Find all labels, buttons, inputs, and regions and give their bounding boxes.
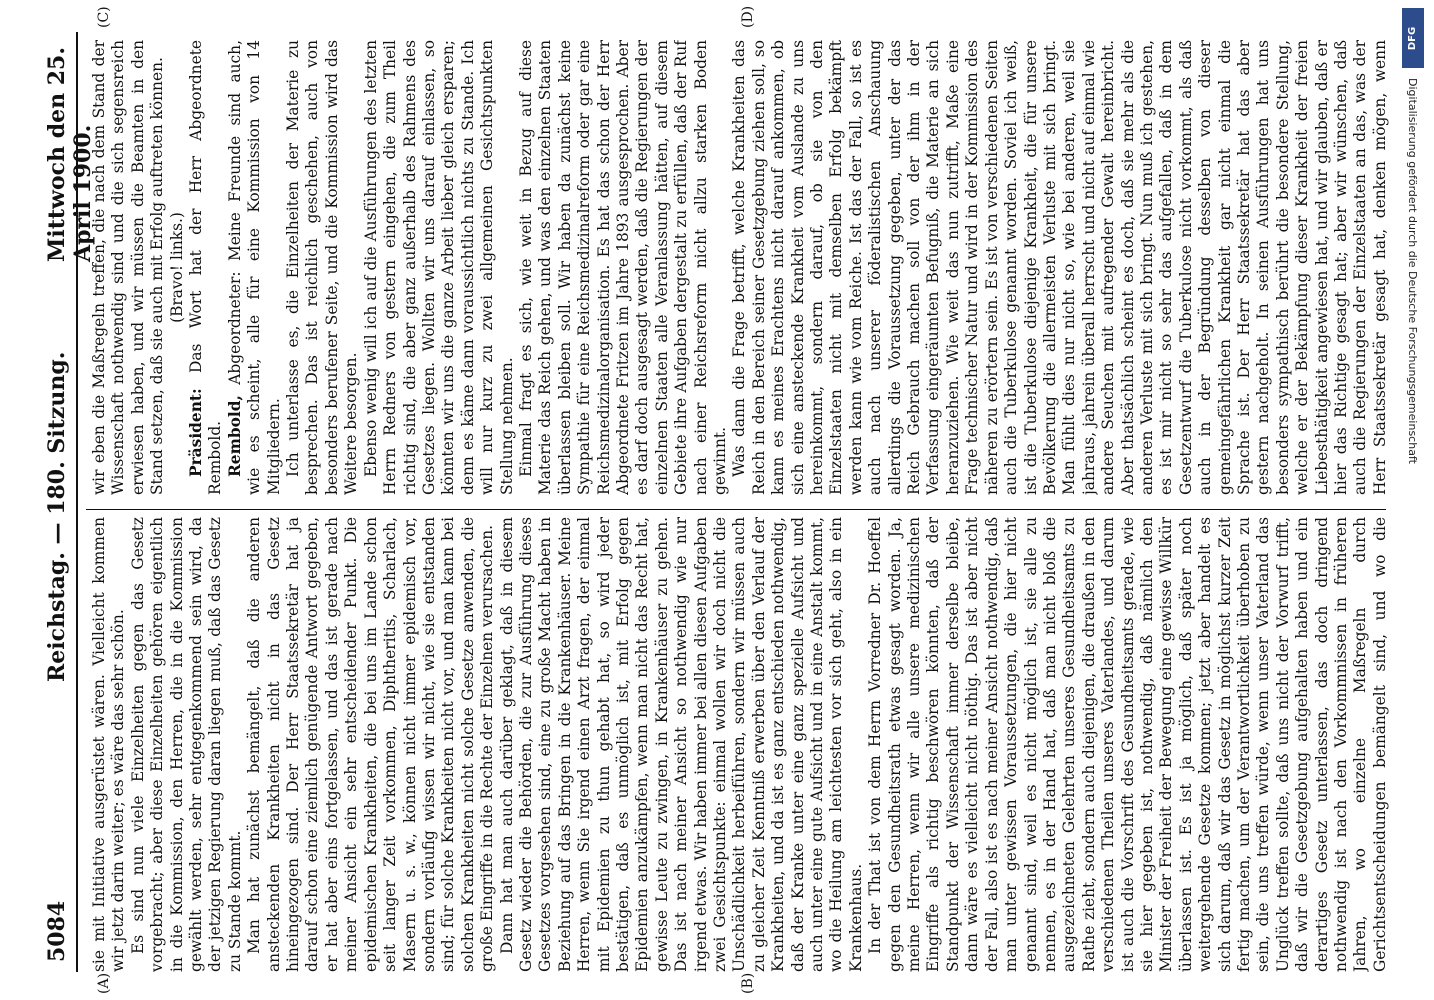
president-text: Das Wort hat der Herr Abgeordnete Rembold. [187, 40, 225, 495]
right-paragraph: Ich unterlasse es, die Einzelheiten der Materie zu besprechen. Das ist reichlich geschehen, auch von besonders berufener Seite, und die Kommission wird das Weitere besorgen. [284, 40, 361, 495]
header-right-title: Mittwoch den 25. April 1900. [44, 46, 96, 262]
applause-note: (Bravo! links.) [167, 212, 186, 323]
left-paragraph: Dann hat man auch darüber geklagt, daß in diesem Gesetz wieder die Behörden, die zur Ausführung dieses Gesetzes vorgesehen sind, eine zu große Macht haben in Beziehung auf das Bringen in die Krankenhäuser. Meine Herren, wenn Sie irgend einen Arzt fragen, der einmal mit Epidemien zu thun gehabt hat, so wird jeder bestätigen, daß es unmöglich ist, mit Erfolg gegen Epidemien anzukämpfen, wenn man nicht das Recht hat, gewisse Leute zu zwingen, in Krankenhäuser zu gehen. Das ist nach meiner Ansicht so nothwendig wie nur irgend etwas. Wir haben immer bei allen diesen Aufgaben zwei Gesichtspunkte: einmal wollen wir doch nicht die Unschädlichkeit herbeiführen, sondern wir müssen auch zu gleicher Zeit Kenntniß erwerben über den Verlauf der Krankheiten, und da ist es ganz entschieden nothwendig, daß der Kranke unter eine ganz spezielle Aufsicht und auch unter eine gute Aufsicht und in eine Anstalt kommt, wo die Heilung am leichtesten vor sich geht, also in ein Krankenhaus. [497, 517, 865, 972]
digitization-credit [1400, 8, 1426, 768]
margin-mark-a: (A) [96, 972, 112, 994]
left-column [90, 517, 1390, 972]
left-paragraph: Man hat zunächst bemängelt, daß die anderen ansteckenden Krankheiten nicht in das Gesetz hineingezogen sind. Der Herr Staatssekretär hat ja darauf schon eine ziemlich genügende Antwort gegeben, er hat aber eins fortgelassen, und das ist gerade nach meiner Ansicht ein sehr entscheidender Punkt. Die epidemischen Krankheiten, die bei uns im Lande schon seit langer Zeit vorkommen, Diphtheritis, Scharlach, Masern u. s. w., können nicht immer epidemisch vor, sondern vorläufig wissen wir nicht, wie sie entstanden sind; für solche Krankheiten nicht vor, und man kann bei solchen Krankheiten nicht solche Gesetze anwenden, die große Eingriffe in die Rechte der Einzelnen verursachen. [245, 517, 497, 972]
margin-mark-d: (D) [740, 5, 756, 28]
credit-text: Digitalisierung gefördert durch die Deutsche Forschungsgemeinschaft [1406, 78, 1419, 464]
page-number: 5084 [44, 900, 70, 962]
margin-mark-c: (C) [96, 6, 112, 28]
right-paragraph: Einmal fragt es sich, wie weit in Bezug auf diese Materie das Reich gehen, und was den einzelnen Staaten überlassen bleiben soll. Wir haben da zunächst keine Sympathie für eine Reichsmedizinalreform oder gar eine Reichsmedizinalorganisation. Es hat das schon der Herr Abgeordnete Fritzen im Jahre 1893 ausgesprochen. Aber es darf doch ausgesagt werden, daß die Regierungen der einzelnen Staaten alle Veranlassung hätten, auf diesem Gebiete ihre Aufgaben dergestalt zu erfüllen, daß der Ruf nach einer Reichsreform nicht allzu starken Boden gewinnt. [516, 40, 729, 495]
speaker-label: Rembold, [225, 395, 244, 477]
rembold-paragraph [226, 40, 284, 495]
left-paragraph: sie mit Initiative ausgerüstet wären. Vielleicht kommen wir jetzt darin weiter; es wäre das sehr schön. [90, 517, 128, 972]
dfg-logo [1402, 8, 1424, 68]
dfg-logo-text: DFG [1407, 26, 1419, 50]
header-left-title: Reichstag. — 180. Sitzung. [44, 351, 70, 682]
left-paragraph: Es sind nun viele Einzelheiten gegen das Gesetz vorgebracht; aber diese Einzelheiten gehören eigentlich in die Kommission, den Herren, die in die Kommission gewählt werden, sehr entgegenkommend sein wird, da der jetzigen Regierung daran liegen muß, daß das Gesetz zu Stande kommt. [128, 517, 244, 972]
right-paragraph: wir eben die Maßregeln treffen, die nach dem Stand der Wissenschaft nothwendig sind und die sich segensreich erwiesen haben, und wir müssen die Beamten in den Stand setzen, daß sie auch mit Erfolg auftreten können. [90, 40, 167, 495]
speaker-label: Präsident: [187, 388, 206, 477]
right-column [90, 40, 1390, 495]
margin-mark-b: (B) [740, 972, 756, 994]
column-divider [86, 509, 1386, 510]
left-paragraph: In der That ist von dem Herrn Vorredner Dr. Hoeffel gegen den Gesundheitsrath etwas gesagt worden. Ja, meine Herren, wenn wir alle unsere medizinischen Eingriffe als richtig beschwören könnten, daß der Standpunkt der Wissenschaft immer derselbe bleibe, dann wäre es vielleicht nicht nöthig. Das ist aber nicht der Fall, also ist es nach meiner Ansicht nothwendig, daß man unter gewissen Voraussetzungen, die hier nicht genannt sind, weil es nicht möglich ist, sie alle zu nennen, es in der Hand hat, daß man nicht bloß die ausgezeichneten Gelehrten unseres Gesundheitsamts zu Rathe zieht, sondern auch diejenigen, die draußen in den verschiedenen Theilen unseres Vaterlandes, und darum ist auch die Vorschrift des Gesundheitsamts gerade, wie sie hier gegeben ist, nothwendig, daß nämlich den Minister der Freiheit der Bewegung eine gewisse Willkür überlassen ist. Es ist ja möglich, daß später noch weitergehende Gesetze kommen; jetzt aber handelt es sich darum, daß wir das Gesetz in möglichst kurzer Zeit fertig machen, um der Verantwortlichkeit überhoben zu sein, die uns treffen würde, wenn unser Vaterland das Unglück treffen sollte, daß uns nicht der Vorwurf trifft, daß wir die Gesetzgebung aufgehalten haben und ein derartiges Gesetz unterlassen, das doch dringend nothwendig ist nach den Vorkommnissen in früheren Jahren, wo einzelne Maßregeln durch Gerichtsentscheidungen bemängelt sind, und wo die [866, 517, 1389, 972]
page-header [36, 32, 96, 972]
right-paragraph: Ebenso wenig will ich auf die Ausführungen des letzten Herrn Redners von gestern eingehen, die zum Theil richtig sind, die aber ganz außerhalb des Rahmens des Gesetzes liegen. Wollten wir uns darauf einlassen, so könnten wir uns die ganze Arbeit lieber gleich ersparen; denn es käme dann voraussichtlich nichts zu Stande. Ich will nur kurz zu zwei allgemeinen Gesichtspunkten Stellung nehmen. [361, 40, 516, 495]
rembold-text: Abgeordneter: Meine Freunde sind auch, wie es scheint, alle für eine Kommission von 14 Mitgliedern. [225, 40, 283, 495]
right-paragraph: Was dann die Frage betrifft, welche Krankheiten das Reich in den Bereich seiner Gesetzgebung ziehen soll, so kann es meines Erachtens nicht darauf ankommen, ob sich eine ansteckende Krankheit vom Auslande zu uns hereinkommt, sondern darauf, ob sie von den Einzelstaaten nicht mit demselben Erfolg bekämpft werden kann wie vom Reiche. Ist das der Fall, so ist es auch nach unserer föderalistischen Anschauung allerdings die Voraussetzung gegeben, unter der das Reich Gebrauch machen soll von der ihm in der Verfassung eingeräumten Befugniß, die Materie an sich heranzuziehen. Wie weit das nun zutrifft, Maße eine Frage technischer Natur und wird in der Kommission des näheren zu erörtern sein. Es ist von verschiedenen Seiten auch die Tuberkulose genannt worden. Soviel ich weiß, ist die Tuberkulose diejenige Krankheit, die für unsere Bevölkerung die allermeisten Verluste mit sich bringt. Man fühlt dies nur nicht so, wie bei anderen, weil sie jahraus, jahrein überall herrscht und nicht auf einmal wie andere Seuchen mit aufregender Gewalt hereinbricht. Aber thatsächlich scheint es doch, daß sie mehr als die anderen Verluste mit sich bringt. Nun muß ich gestehen, es ist mir nicht so sehr das aufgefallen, daß in dem Gesetzentwurf die Tuberkulose nicht vorkommt, als daß auch in der Begründung desselben von dieser gemeingefährlichen Krankheit gar nicht einmal die Sprache ist. Der Herr Staatssekretär hat das aber gestern nachgeholt. In seinen Ausführungen hat uns besonders sympathisch berührt die besondere Stellung, welche er der Bekämpfung dieser Krankheit der freien Liebesthätigkeit angewiesen hat, und wir glauben, daß er hier das Richtige gesagt hat; aber wir wünschen, daß auch die Regierungen der Einzelstaaten an das, was der Herr Staatssekretär gesagt hat, denken mögen, wenn [730, 40, 1389, 495]
president-paragraph [187, 40, 226, 495]
